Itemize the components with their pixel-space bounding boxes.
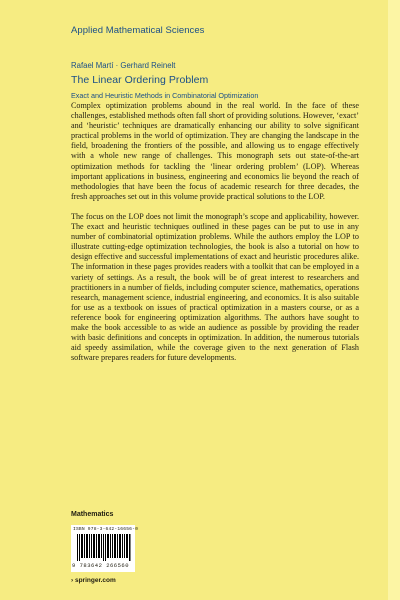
cover-header bbox=[71, 25, 371, 100]
blurb-paragraph-1: Complex optimization problems abound in the real world. In the face of these challenges, established methods often fall short of providing solutions. However, ‘exact’ and ‘heuristic’ techniques are dramatically enhancing our ability to solve significant practical problems in the world of optimization. They are changing the landscape in the field, broadening the frontiers of the possible, and allowing us to engage effectively with a whole new range of challenges. This monograph sets out state-of-the-art optimization methods for tackling the ‘linear ordering problem’ (LOP). Whereas important applications in business, engineering and economics lie beyond the reach of methodologies that have been the focus of academic research for three decades, the fresh approaches set out in this volume provide practical solutions to the LOP. bbox=[71, 101, 359, 201]
barcode-icon bbox=[77, 534, 131, 561]
blurb-paragraph-2: The focus on the LOP does not limit the monograph’s scope and applicability, however. The exact and heuristic techniques outlined in these pages can be put to use in any number of combinatorial optimization problems. While the authors employ the LOP to illustrate cutting-edge optimization technologies, the book is also a tutorial on how to design effective and successful implementations of exact and heuristic procedures alike. The information in these pages provides readers with a toolkit that can be employed in a variety of settings. As a result, the book will be of great interest to researchers and practitioners in a number of fields, including computer science, mathematics, operations research, management science, industrial engineering, and economics. It is also suitable for use as a textbook on issues of practical optimization in a masters course, or as a reference book for engineering optimization algorithms. The authors have sought to make the book accessible to as wide an audience as possible by providing the reader with basic definitions and concepts in optimization. In addition, the numerous tutorials aid speedy assimilation, while the coverage given to the next generation of Flash software prepares readers for future developments. bbox=[71, 211, 359, 363]
book-title: The Linear Ordering Problem bbox=[71, 74, 209, 86]
publisher-link[interactable]: › springer.com bbox=[71, 577, 116, 584]
series-name: Applied Mathematical Sciences bbox=[71, 25, 205, 36]
spine-edge bbox=[388, 0, 400, 600]
book-subtitle: Exact and Heuristic Methods in Combinatorial Optimization bbox=[71, 91, 259, 100]
authors: Rafael Martí · Gerhard Reinelt bbox=[71, 61, 176, 70]
barcode-number: 9 783642 266560 bbox=[72, 562, 130, 569]
barcode-block bbox=[71, 525, 139, 572]
blurb bbox=[71, 101, 359, 373]
subject-category: Mathematics bbox=[71, 511, 114, 518]
isbn-label: ISBN 978-3-642-16656-0 bbox=[73, 527, 139, 532]
